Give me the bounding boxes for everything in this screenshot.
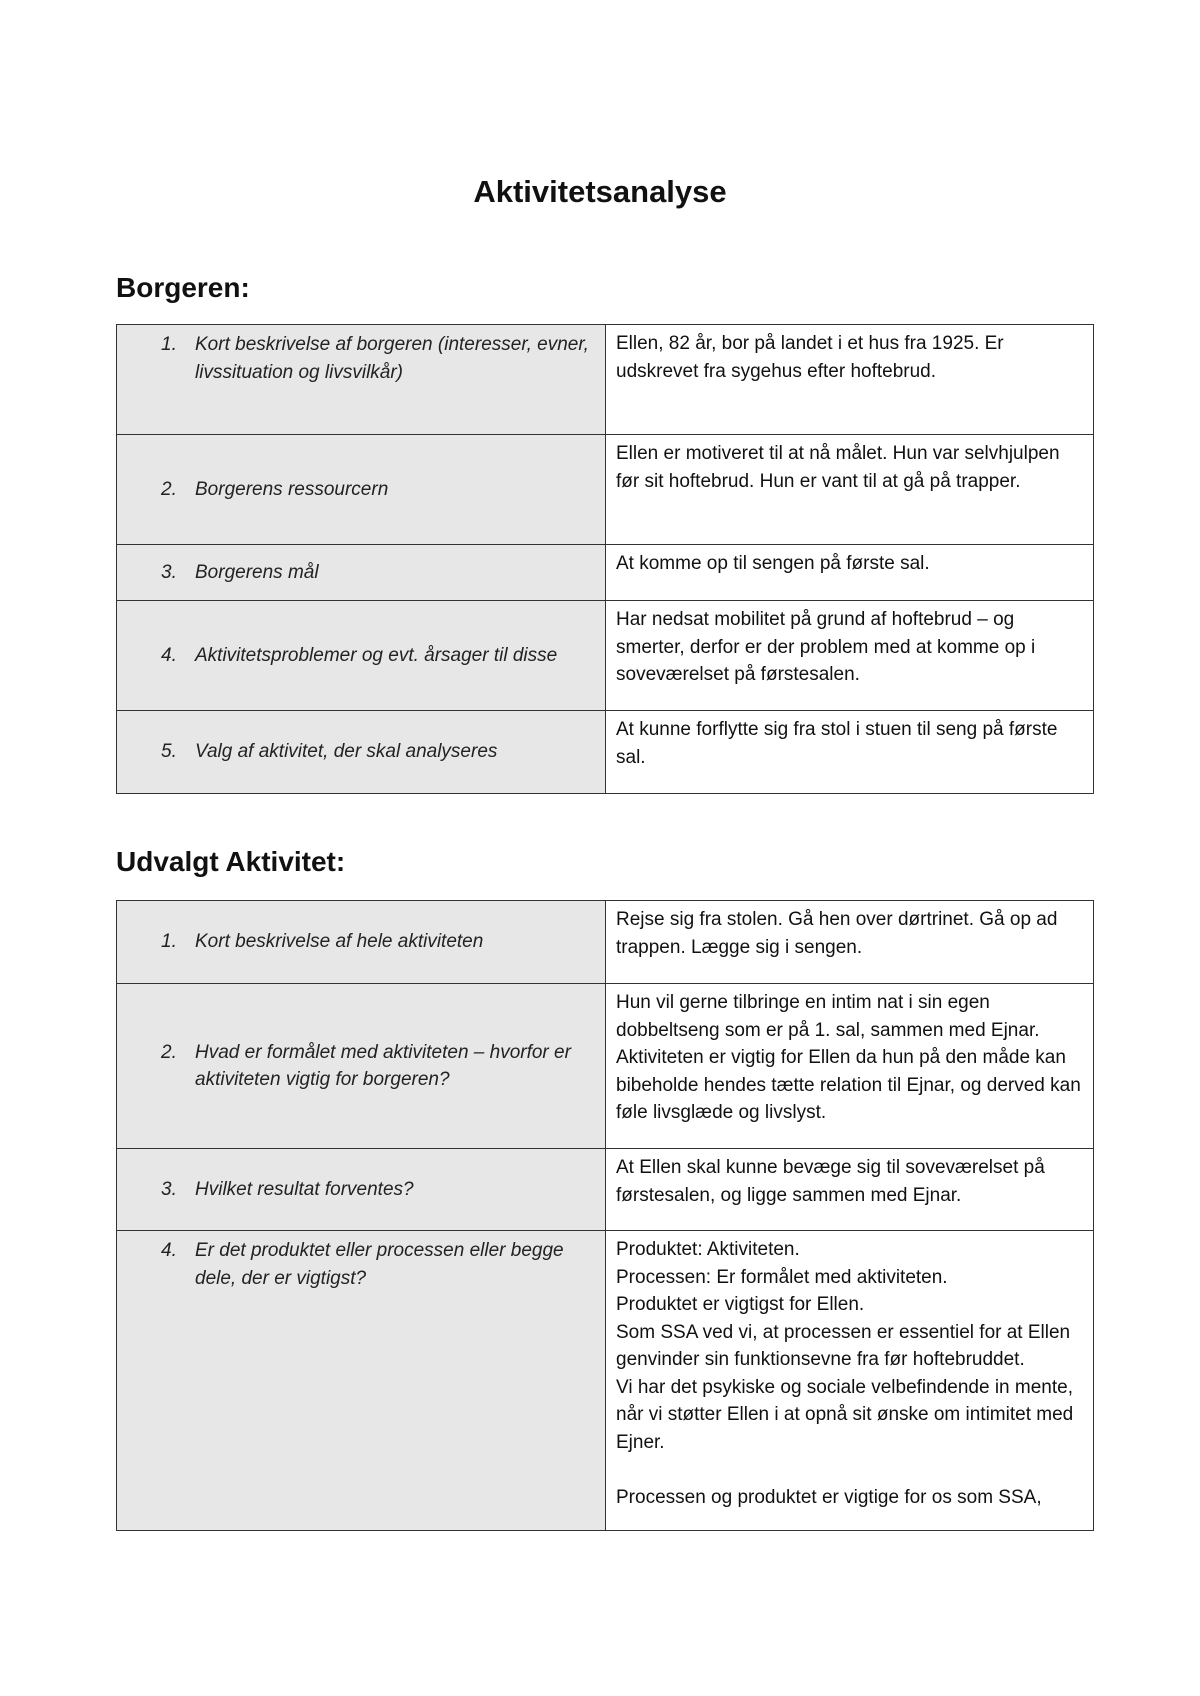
row-number: 2. [161, 1041, 177, 1063]
question-cell [117, 1149, 606, 1231]
answer-line: Vi har det psykiske og sociale velbefindende in mente, når vi støtter Ellen i at opnå sit ønske om intimitet med Ejner. [616, 1376, 1074, 1453]
question-cell [117, 601, 606, 711]
row-number: 1. [161, 931, 177, 953]
answer-cell [606, 1231, 1094, 1531]
table-row [117, 545, 1094, 601]
table-row [117, 435, 1094, 545]
row-number: 4. [161, 644, 177, 666]
question-text: Valg af aktivitet, der skal analyseres [195, 741, 498, 763]
question-cell [117, 901, 606, 984]
udvalgt-aktivitet-table [116, 900, 1094, 1531]
row-number: 4. [161, 1240, 177, 1261]
table-row [117, 901, 1094, 984]
question-text: Hvilket resultat forventes? [195, 1178, 414, 1200]
question-text: Er det produktet eller processen eller begge dele, der er vigtigst? [195, 1240, 564, 1289]
row-number: 3. [161, 561, 177, 583]
row-number: 3. [161, 1178, 177, 1200]
answer-line [616, 1456, 1083, 1484]
answer-cell: At komme op til sengen på første sal. [606, 545, 1094, 601]
question-cell [117, 984, 606, 1149]
answer-cell: At Ellen skal kunne bevæge sig til soveværelset på førstesalen, og ligge sammen med Ejnar. [606, 1149, 1094, 1231]
answer-line: Processen: Er formålet med aktiviteten. [616, 1266, 948, 1288]
answer-cell: Hun vil gerne tilbringe en intim nat i sin egen dobbeltseng som er på 1. sal, sammen med Ejnar. Aktiviteten er vigtig for Ellen da hun på den måde kan bibeholde hendes tætte relation til Ejnar, og derved kan føle livsglæde og livslyst. [606, 984, 1094, 1149]
answer-cell: At kunne forflytte sig fra stol i stuen til seng på første sal. [606, 711, 1094, 794]
row-number: 1. [161, 334, 177, 355]
answer-cell: Ellen er motiveret til at nå målet. Hun var selvhjulpen før sit hoftebrud. Hun er vant til at gå på trapper. [606, 435, 1094, 545]
table-row [117, 711, 1094, 794]
question-cell [117, 1231, 606, 1531]
question-cell [117, 435, 606, 545]
table-row [117, 1149, 1094, 1231]
question-text: Borgerens ressourcern [195, 478, 389, 500]
question-cell [117, 325, 606, 435]
answer-cell: Har nedsat mobilitet på grund af hoftebrud – og smerter, derfor er der problem med at komme op i soveværelset på førstesalen. [606, 601, 1094, 711]
table-row [117, 325, 1094, 435]
table-row [117, 601, 1094, 711]
borgeren-table [116, 324, 1094, 794]
question-text: Borgerens mål [195, 561, 319, 583]
row-number: 2. [161, 478, 177, 500]
section-heading-udvalgt-aktivitet: Udvalgt Aktivitet: [116, 846, 346, 877]
table-row [117, 984, 1094, 1149]
section-heading-borgeren: Borgeren: [116, 272, 250, 303]
answer-line: Produktet: Aktiviteten. [616, 1239, 800, 1260]
question-text: Hvad er formålet med aktiviteten – hvorfor er aktiviteten vigtig for borgeren? [195, 1041, 571, 1090]
question-cell [117, 545, 606, 601]
answer-line: Produktet er vigtigst for Ellen. [616, 1294, 865, 1315]
answer-line: Processen og produktet er vigtige for os som SSA, [616, 1486, 1042, 1508]
page-title: Aktivitetsanalyse [473, 174, 727, 209]
answer-line: Som SSA ved vi, at processen er essentiel for at Ellen genvinder sin funktionsevne fra før hoftebruddet. [616, 1321, 1071, 1370]
question-text: Kort beskrivelse af hele aktiviteten [195, 931, 484, 953]
question-cell [117, 711, 606, 794]
answer-cell: Rejse sig fra stolen. Gå hen over dørtrinet. Gå op ad trappen. Lægge sig i sengen. [606, 901, 1094, 984]
answer-cell: Ellen, 82 år, bor på landet i et hus fra 1925. Er udskrevet fra sygehus efter hoftebrud. [606, 325, 1094, 435]
row-number: 5. [161, 741, 177, 763]
question-text: Kort beskrivelse af borgeren (interesser, evner, livssituation og livsvilkår) [195, 334, 589, 383]
table-row [117, 1231, 1094, 1531]
question-text: Aktivitetsproblemer og evt. årsager til disse [195, 644, 558, 666]
